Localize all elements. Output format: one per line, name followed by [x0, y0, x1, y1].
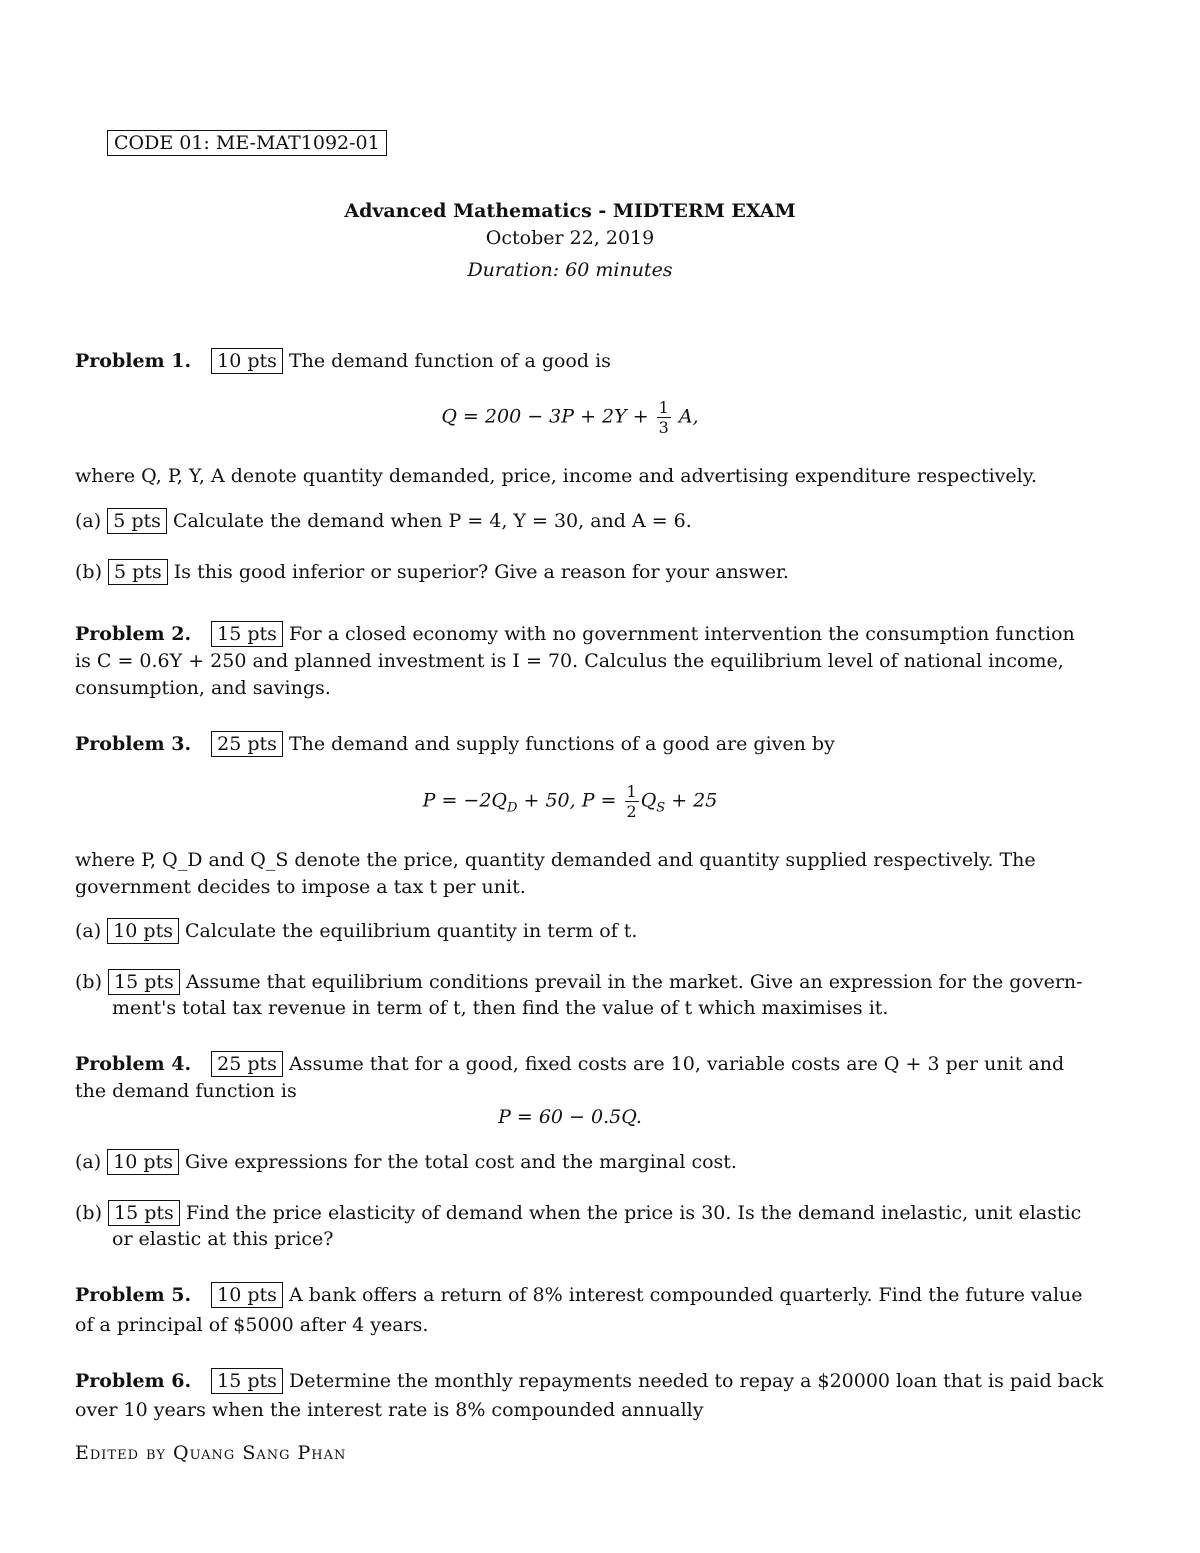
problem-label: Problem 2. — [75, 623, 192, 645]
exam-date: October 22, 2019 — [485, 227, 655, 249]
problem-text: A bank offers a return of 8% interest compounded quarterly. Find the future value — [288, 1284, 1083, 1306]
points-badge: 15 pts — [108, 1200, 180, 1226]
problem-text: The demand and supply functions of a good are given by — [288, 733, 835, 755]
problem-label: Problem 5. — [75, 1284, 192, 1306]
points-badge: 25 pts — [211, 1051, 283, 1077]
problem-3-part-a: (a) 10 pts Calculate the equilibrium quantity in term of t. — [75, 920, 638, 942]
problem-3-where-2: government decides to impose a tax t per unit. — [75, 876, 526, 898]
problem-label: Problem 6. — [75, 1370, 192, 1392]
points-badge: 10 pts — [107, 1149, 179, 1175]
points-badge: 15 pts — [211, 621, 283, 647]
points-badge: 10 pts — [107, 918, 179, 944]
problem-text: Determine the monthly repayments needed to repay a $20000 loan that is paid back — [288, 1370, 1104, 1392]
fraction: $\frac{1}{3}$ — [658, 398, 669, 437]
problem-label: Problem 1. — [75, 350, 192, 372]
points-badge: 5 pts — [108, 559, 168, 585]
points-badge: 15 pts — [108, 969, 180, 995]
points-badge: 10 pts — [211, 1282, 283, 1308]
problem-4-header — [75, 1051, 1064, 1078]
problem-text: The demand function of a good is — [288, 350, 611, 372]
points-badge: 5 pts — [107, 508, 167, 534]
problem-3-part-b: (b) 15 pts Assume that equilibrium conditions prevail in the market. Give an expression for the govern- — [75, 971, 1083, 993]
problem-label: Problem 4. — [75, 1053, 192, 1075]
problem-label: Problem 3. — [75, 733, 192, 755]
problem-4-equation: P = 60 − 0.5Q. — [498, 1106, 642, 1128]
exam-duration: Duration: 60 minutes — [467, 259, 673, 281]
problem-5-line-2: of a principal of $5000 after 4 years. — [75, 1314, 429, 1336]
problem-6-line-2: over 10 years when the interest rate is 8% compounded annually — [75, 1399, 704, 1421]
problem-3-where: where P, Q_D and Q_S denote the price, quantity demanded and quantity supplied respectively. The — [75, 849, 1036, 871]
problem-1-part-a: (a) 5 pts Calculate the demand when P = 4, Y = 30, and A = 6. — [75, 510, 692, 532]
problem-3-header — [75, 731, 835, 758]
problem-1-header — [75, 348, 611, 375]
points-badge: 25 pts — [211, 731, 283, 757]
problem-2-line-2: is C = 0.6Y + 250 and planned investment is I = 70. Calculus the equilibrium level of national income, — [75, 650, 1064, 672]
problem-1-part-b: (b) 5 pts Is this good inferior or superior? Give a reason for your answer. — [75, 561, 789, 583]
problem-5-header — [75, 1282, 1083, 1309]
points-badge: 10 pts — [211, 348, 283, 374]
problem-4-part-a: (a) 10 pts Give expressions for the total cost and the marginal cost. — [75, 1151, 737, 1173]
problem-4-part-b: (b) 15 pts Find the price elasticity of demand when the price is 30. Is the demand inelastic, unit elastic — [75, 1202, 1082, 1224]
problem-text: For a closed economy with no government intervention the consumption function — [288, 623, 1075, 645]
problem-3-equation: $P = -2Q_D + 50$, P = $\frac{1}{2}$ $Q_S + 25$ — [422, 782, 718, 821]
problem-4-part-b-cont: or elastic at this price? — [112, 1228, 334, 1250]
problem-2-header — [75, 621, 1075, 648]
author-credit: Edited by Quang Sang Phan — [75, 1442, 347, 1464]
points-badge: 15 pts — [211, 1368, 283, 1394]
problem-text: Assume that for a good, fixed costs are 10, variable costs are Q + 3 per unit and — [288, 1053, 1065, 1075]
problem-3-part-b-cont: ment's total tax revenue in term of t, then find the value of t which maximises it. — [112, 997, 889, 1019]
exam-title: Advanced Mathematics - MIDTERM EXAM — [344, 200, 796, 222]
fraction: $\frac{1}{2}$ — [626, 782, 637, 821]
problem-1-where: where Q, P, Y, A denote quantity demanded, price, income and advertising expenditure respectively. — [75, 465, 1037, 487]
problem-4-line-2: the demand function is — [75, 1080, 297, 1102]
problem-2-line-3: consumption, and savings. — [75, 677, 331, 699]
problem-6-header — [75, 1368, 1103, 1395]
exam-code: CODE 01: ME-MAT1092-01 — [107, 130, 387, 157]
problem-1-equation: Q = 200 − 3P + 2Y + $\frac{1}{3}$ A, — [441, 398, 699, 437]
